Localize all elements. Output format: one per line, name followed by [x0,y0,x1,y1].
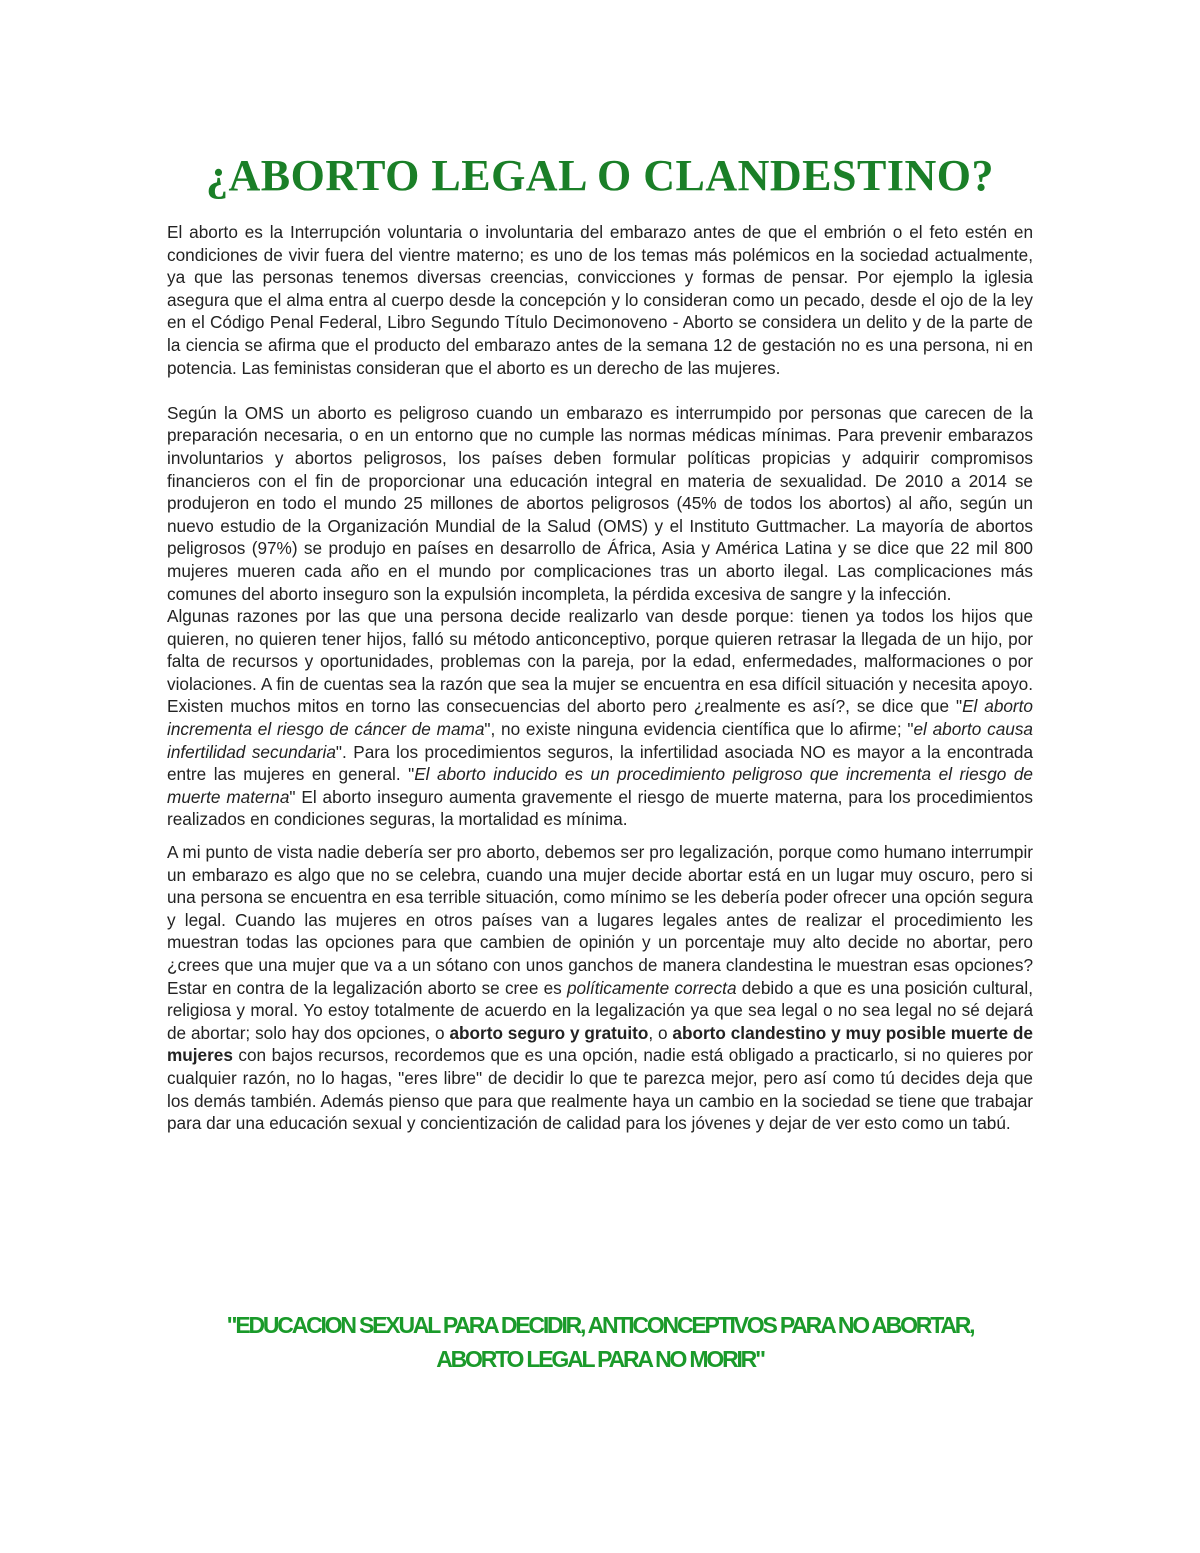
paragraph-definition: El aborto es la Interrupción voluntaria o involuntaria del embarazo antes de que el embrión o el feto estén en condiciones de vivir fuera del vientre materno; es uno de los temas más polémicos en la sociedad actualmente, ya que las personas tenemos diversas creencias, convicciones y formas de pensar. Por ejemplo la iglesia asegura que el alma entra al cuerpo desde la concepción y lo consideran como un pecado, desde el ojo de la ley en el Código Penal Federal, Libro Segundo Título Decimonoveno - Aborto se considera un delito y de la parte de la ciencia se afirma que el producto del embarazo antes de la semana 12 de gestación no es una persona, ni en potencia. Las feministas consideran que el aborto es un derecho de las mujeres. [167,222,1033,378]
text-segment: ". Para los procedimientos seguros, la infertilidad asociada NO es mayor a la encontrada entre las mujeres en general. " [167,741,1034,785]
text-segment: con bajos recursos, recordemos que es una opción, nadie está obligado a practicarlo, si no quieres por cualquier razón, no lo hagas, "eres libre" de decidir lo que te parezca mejor, pero así como tú decides deja que los demás también. Además pienso que para que realmente haya un cambio en la sociedad se tiene que trabajar para dar una educación sexual y concientización de calidad para los jóvenes y dejar de ver esto como un tabú. [167,1045,1033,1134]
bold-phrase: aborto clandestino y muy posible muerte de mujeres [167,1022,1033,1066]
text-segment: ", no existe ninguna evidencia científica que lo afirme; " [484,719,914,740]
italic-quote: el aborto causa infertilidad secundaria [167,719,1033,762]
paragraph-reasons [167,605,1033,831]
italic-quote: El aborto incrementa el riesgo de cáncer de mama [167,696,1033,740]
slogan-line-2: ABORTO LEGAL PARA NO MORIR" [436,1346,764,1372]
text-segment: , o [648,1022,673,1043]
closing-slogan [150,1308,1050,1376]
italic-quote: El aborto inducido es un procedimiento peligroso que incrementa el riesgo de muerte materna [167,764,1033,807]
page-title: ¿ABORTO LEGAL O CLANDESTINO? [206,151,994,200]
text-segment: A mi punto de vista nadie debería ser pro aborto, debemos ser pro legalización, porque como humano interrumpir un embarazo es algo que no se celebra, cuando una mujer decide abortar está en un lugar muy oscuro, pero si una persona se encuentra en esa terrible situación, como mínimo se les debería poder ofrecer una opción segura y legal. Cuando las mujeres en otros países van a lugares legales antes de realizar el procedimiento les muestran todas las opciones para que cambien de opinión y un porcentaje muy alto decide no abortar, pero ¿crees que una mujer que va a un sótano con unos ganchos de manera clandestina le muestran esas opciones? Estar en contra de la legalización aborto se cree es [167,842,1033,998]
slogan-line-1: "EDUCACION SEXUAL PARA DECIDIR, ANTICONCEPTIVOS PARA NO ABORTAR, [226,1312,974,1338]
bold-phrase: aborto seguro y gratuito [449,1022,649,1043]
text-segment: Algunas razones por las que una persona decide realizarlo van desde porque: tienen ya todos los hijos que quieren, no quieren tener hijos, falló su método anticonceptivo, porque quieren retrasar la llegada de un hijo, por falta de recursos y oportunidades, problemas con la pareja, por la edad, enfermedades, malformaciones o por violaciones. A fin de cuentas sea la razón que sea la mujer se encuentra en esa difícil situación y necesita apoyo. Existen muchos mitos en torno las consecuencias del aborto pero ¿realmente es así?, se dice que " [167,606,1033,717]
paragraph-oms: Según la OMS un aborto es peligroso cuando un embarazo es interrumpido por personas que carecen de la preparación necesaria, o en un entorno que no cumple las normas médicas mínimas. Para prevenir embarazos involuntarios y abortos peligrosos, los países deben formular políticas propicias y adquirir compromisos financieros con el fin de proporcionar una educación integral en materia de sexualidad. De 2010 a 2014 se produjeron en todo el mundo 25 millones de abortos peligrosos (45% de todos los abortos) al año, según un nuevo estudio de la Organización Mundial de la Salud (OMS) y el Instituto Guttmacher. La mayoría de abortos peligrosos (97%) se produjo en países en desarrollo de África, Asia y América Latina y se dice que 22 mil 800 mujeres mueren cada año en el mundo por complicaciones tras un aborto ilegal. Las complicaciones más comunes del aborto inseguro son la expulsión incompleta, la pérdida excesiva de sangre y la infección. [167,402,1033,604]
text-segment: debido a que es una posición cultural, religiosa y moral. Yo estoy totalmente de acuerdo en la legalización ya que sea legal o no sea legal no sé dejará de abortar; solo hay dos opciones, o [167,977,1033,1043]
italic-phrase: políticamente correcta [566,977,737,998]
text-segment: " El aborto inseguro aumenta gravemente el riesgo de muerte materna, para los procedimientos realizados en condiciones seguras, la mortalidad es mínima. [167,786,1033,830]
document-body [167,221,1033,1135]
paragraph-opinion [167,841,1033,1135]
